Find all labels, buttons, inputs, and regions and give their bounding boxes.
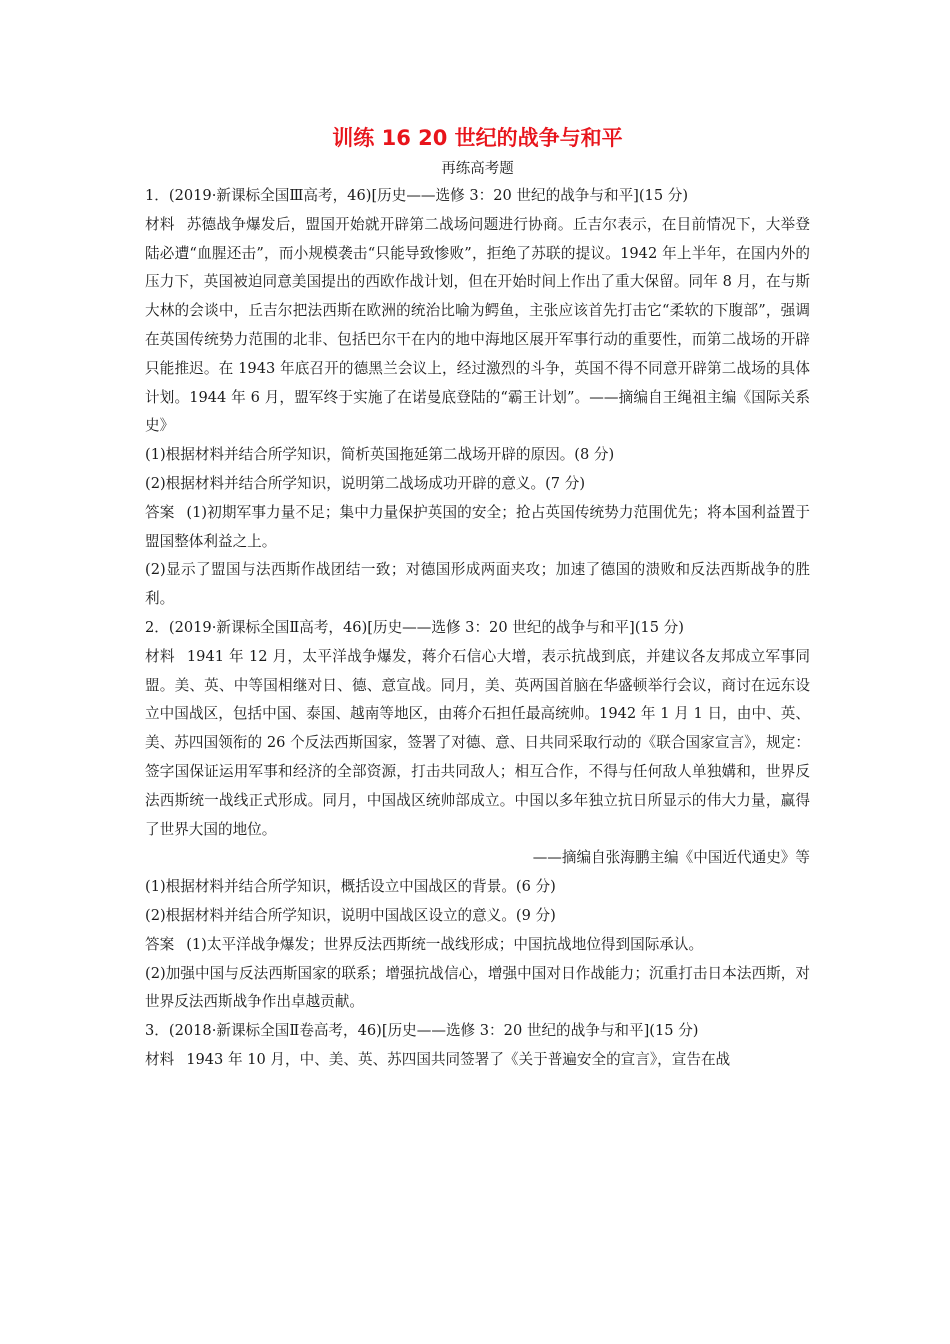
question-header: 1．(2019·新课标全国Ⅲ高考，46)[历史——选修 3：20 世纪的战争与和平](15 分) [145, 187, 689, 204]
material-text: 苏德战争爆发后，盟国开始就开辟第二战场问题进行协商。丘吉尔表示，在目前情况下，大举登陆必遭“血腥还击”，而小规模袭击“只能导致惨败”，拒绝了苏联的提议。1942 年上半年，在国内外的压力下，英国被迫同意美国提出的西欧作战计划，但在开始时间上作出了重大保留。同年 8 月，在与斯大林的会谈中，丘吉尔把法西斯在欧洲的统治比喻为鳄鱼，主张应该首先打击它“柔软的下腹部”，强调在英国传统势力范围的北非、包括巴尔干在内的地中海地区展开军事行动的重要性，而第二战场的开辟只能推迟。在 1943 年底召开的德黑兰会议上，经过激烈的斗争，英国不得不同意开辟第二战场的具体计划。1944 年 6 月，盟军终于实施了在诺曼底登陆的“霸王计划”。——摘编自王绳祖主编《国际关系史》 [145, 215, 810, 435]
question-header: 2．(2019·新课标全国Ⅱ高考，46)[历史——选修 3：20 世纪的战争与和平](15 分) [145, 618, 684, 636]
sub-question: (2)根据材料并结合所学知识，说明第二战场成功开辟的意义。(7 分) [145, 474, 586, 492]
answer-paragraph [145, 931, 810, 960]
section-subtitle: 再练高考题 [441, 161, 514, 177]
answer-text: (2)显示了盟国与法西斯作战团结一致；对德国形成两面夹攻；加速了德国的溃败和反法西斯战争的胜利。 [145, 561, 810, 608]
material-label: 材料 [145, 215, 175, 233]
page-title: 训练 16 20 世纪的战争与和平 [332, 126, 623, 150]
answer-label: 答案 [145, 503, 175, 521]
material-paragraph [145, 1046, 810, 1075]
answer-text: (2)加强中国与反法西斯国家的联系；增强抗战信心，增强中国对日作战能力；沉重打击日本法西斯，对世界反法西斯战争作出卓越贡献。 [145, 964, 810, 1011]
answer-label: 答案 [145, 935, 175, 953]
sub-question: (1)根据材料并结合所学知识，简析英国拖延第二战场开辟的原因。(8 分) [145, 446, 615, 464]
question-2 [145, 614, 810, 1017]
material-label: 材料 [145, 1050, 175, 1068]
sub-question: (2)根据材料并结合所学知识，说明中国战区设立的意义。(9 分) [145, 906, 556, 924]
sub-question: (1)根据材料并结合所学知识，概括设立中国战区的背景。(6 分) [145, 878, 556, 896]
material-label: 材料 [145, 647, 175, 665]
material-paragraph [145, 211, 810, 441]
answer-text: (1)太平洋战争爆发；世界反法西斯统一战线形成；中国抗战地位得到国际承认。 [186, 935, 704, 953]
question-3 [145, 1017, 810, 1075]
material-text: 1941 年 12 月，太平洋战争爆发，蒋介石信心大增，表示抗战到底，并建议各友邦成立军事同盟。美、英、中等国相继对日、德、意宣战。同月，美、英两国首脑在华盛顿举行会议，商讨在远东设立中国战区，包括中国、泰国、越南等地区，由蒋介石担任最高统帅。1942 年 1 月 1 日，由中、英、美、苏四国领衔的 26 个反法西斯国家，签署了对德、意、日共同采取行动的《联合国家宣言》，规定：签字国保证运用军事和经济的全部资源，打击共同敌人；相互合作，不得与任何敌人单独媾和，世界反法西斯统一战线正式形成。同月，中国战区统帅部成立。中国以多年独立抗日所显示的伟大力量，赢得了世界大国的地位。 [145, 647, 810, 838]
question-1 [145, 182, 810, 614]
answer-paragraph [145, 499, 810, 557]
document-page [145, 120, 810, 1075]
question-header: 3．(2018·新课标全国Ⅱ卷高考，46)[历史——选修 3：20 世纪的战争与和平](15 分) [145, 1022, 699, 1040]
material-paragraph [145, 643, 810, 845]
material-text: 1943 年 10 月，中、美、英、苏四国共同签署了《关于普遍安全的宣言》，宣告在战 [186, 1050, 731, 1068]
material-source: ——摘编自张海鹏主编《中国近代通史》等 [532, 849, 810, 867]
answer-text: (1)初期军事力量不足；集中力量保护英国的安全；抢占英国传统势力范围优先；将本国利益置于盟国整体利益之上。 [145, 503, 810, 550]
